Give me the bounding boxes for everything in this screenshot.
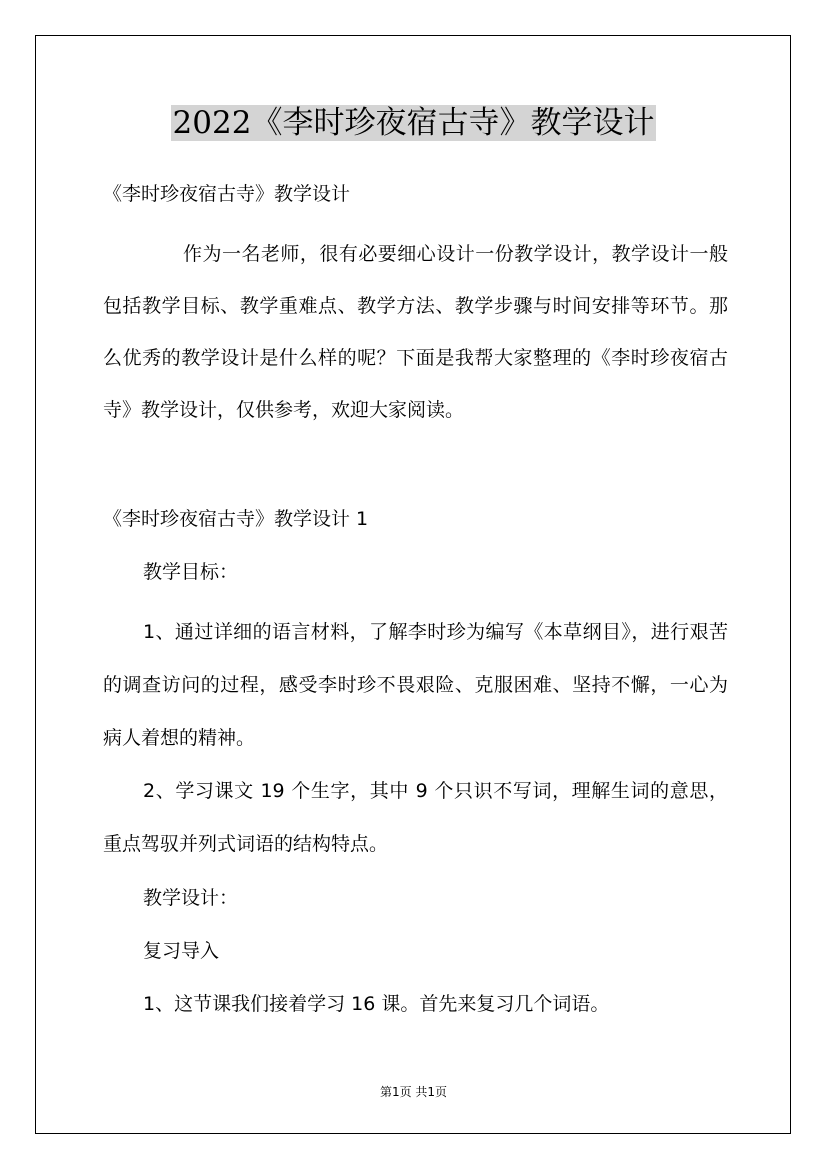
document-title: 2022《李时珍夜宿古寺》教学设计: [172, 105, 655, 141]
document-subtitle: 《李时珍夜宿古寺》教学设计: [103, 183, 351, 205]
intro-paragraph: 作为一名老师，很有必要细心设计一份教学设计，教学设计一般包括教学目标、教学重难点、教学方法、教学步骤与时间安排等环节。那么优秀的教学设计是什么样的呢？下面是我帮大家整理的《李时珍夜宿古寺》教学设计，仅供参考，欢迎大家阅读。: [103, 243, 728, 421]
page-footer: 第1页 共1页: [379, 1085, 448, 1099]
objective-item-1: 1、通过详细的语言材料，了解李时珍为编写《本草纲目》，进行艰苦的调查访问的过程，感受李时珍不畏艰险、克服困难、坚持不懈，一心为病人着想的精神。: [103, 621, 728, 749]
objectives-label: 教学目标：: [143, 561, 239, 583]
design-label: 教学设计：: [143, 887, 239, 909]
objective-item-2: 2、学习课文 19 个生字，其中 9 个只识不写词，理解生词的意思，重点驾驭并列式词语的结构特点。: [103, 780, 728, 855]
step-item-1: 1、这节课我们接着学习 16 课。首先来复习几个词语。: [143, 993, 610, 1015]
review-label: 复习导入: [143, 940, 220, 962]
section-heading: 《李时珍夜宿古寺》教学设计 1: [103, 508, 369, 530]
